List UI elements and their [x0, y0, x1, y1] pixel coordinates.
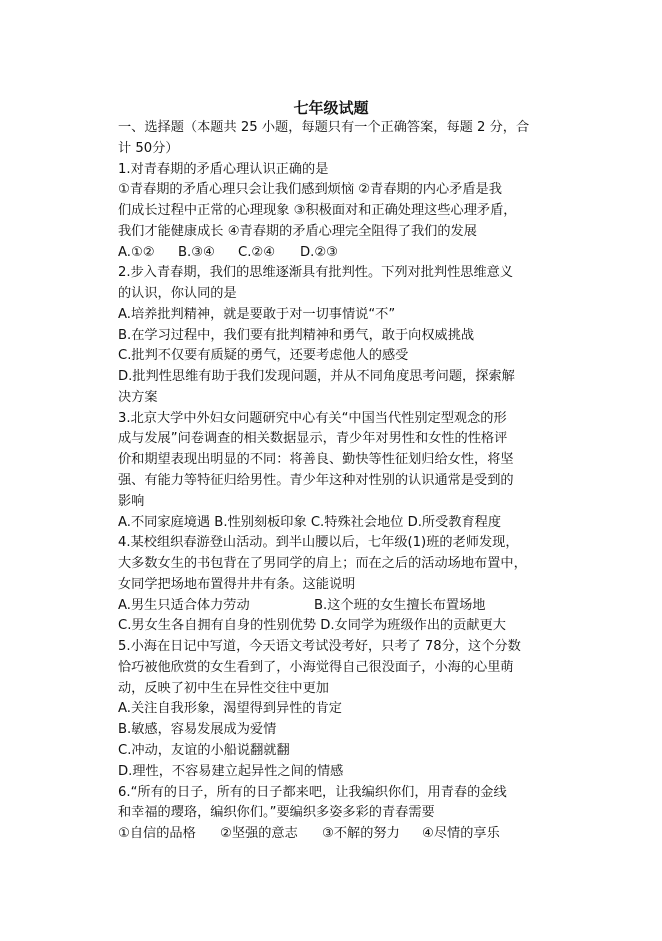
option-b: B.这个班的女生擅长布置场地 [314, 597, 486, 613]
option-a: A.①② [118, 244, 155, 260]
text-line: 价和期望表现出明显的不同：将善良、勤快等性征划归给女性，将坚 [118, 452, 514, 468]
option-a: A.关注自我形象，渴望得到异性的肯定 [118, 701, 342, 717]
option-2: ②坚强的意志 [220, 826, 298, 842]
option-d: D.②③ [300, 244, 338, 260]
option-a: A.男生只适合体力劳动 [118, 597, 250, 613]
question-4-stem: 4.某校组织春游登山活动。到半山腰以后，七年级(1)班的老师发现， [118, 535, 519, 551]
question-3-stem: 3.北京大学中外妇女问题研究中心有关“中国当代性别定型观念的形 [118, 410, 507, 426]
text-line: 决方案 [118, 389, 158, 405]
option-1: ①自信的品格 [118, 826, 196, 842]
option-c: C.批判不仅要有质疑的勇气，还要考虑他人的感受 [118, 348, 409, 364]
question-4-options [118, 596, 550, 617]
question-1-options [118, 243, 550, 264]
question-2-stem: 2.步入青春期，我们的思维逐渐具有批判性。下列对批判性思维意义 [118, 265, 514, 281]
option-d: D.批判性思维有助于我们发现问题，并从不同角度思考问题，探索解 [118, 369, 515, 385]
text-line: 动，反映了初中生在异性交往中更加 [118, 680, 329, 696]
option-d: D.理性，不容易建立起异性之间的情感 [118, 763, 344, 779]
question-5-stem: 5.小海在日记中写道，今天语文考试没考好，只考了 78分，这个分数 [118, 639, 521, 655]
option-a: A.培养批判精神，就是要敢于对一切事情说“不” [118, 306, 396, 322]
text-line: 强、有能力等特征归给男性。青少年这种对性别的认识通常是受到的 [118, 473, 514, 489]
text-line: 成与发展”问卷调查的相关数据显示，青少年对男性和女性的性格评 [118, 431, 508, 447]
exam-content [118, 118, 550, 845]
text-line: 一、选择题（本题共 25 小题，每题只有一个正确答案，每题 2 分，合 [118, 120, 530, 135]
option-b: B.在学习过程中，我们要有批判精神和勇气，敢于向权威挑战 [118, 327, 475, 343]
text-line: 影响 [118, 493, 145, 509]
text-line: 女同学把场地布置得井井有条。这能说明 [118, 576, 356, 592]
option-b: B.③④ [178, 244, 215, 260]
option-b: B.敏感，容易发展成为爱情 [118, 722, 277, 738]
question-6-options [118, 824, 550, 845]
text-line: 和幸福的璎珞，编织你们。”要编织多姿多彩的青春需要 [118, 805, 435, 821]
question-6-stem: 6.“所有的日子，所有的日子都来吧，让我编织你们，用青春的金线 [118, 784, 507, 800]
question-4-options-cd: C.男女生各自拥有自身的性别优势 D.女同学为班级作出的贡献更大 [118, 618, 506, 634]
option-4: ④尽情的享乐 [422, 826, 500, 842]
question-3-options: A.不同家庭境遇 B.性别刻板印象 C.特殊社会地位 D.所受教育程度 [118, 514, 502, 530]
text-line: 恰巧被他欣赏的女生看到了，小海觉得自己很没面子，小海的心里萌 [118, 659, 514, 675]
page-title: 七年级试题 [293, 99, 369, 117]
text-line: 计 50分） [118, 140, 179, 156]
question-1-stem: 1.对青春期的矛盾心理认识正确的是 [118, 161, 329, 177]
option-c: C.冲动，友谊的小船说翻就翻 [118, 742, 290, 758]
text-line: 大多数女生的书包背在了男同学的肩上；而在之后的活动场地布置中， [118, 556, 527, 572]
text-line: ①青春期的矛盾心理只会让我们感到烦恼 ②青春期的内心矛盾是我 [118, 182, 502, 198]
text-line: 的认识，你认同的是 [118, 286, 237, 302]
option-c: C.②④ [238, 244, 276, 260]
text-line: 们成长过程中正常的心理现象 ③积极面对和正确处理这些心理矛盾， [118, 203, 517, 219]
option-3: ③不解的努力 [322, 826, 400, 842]
text-line: 我们才能健康成长 ④青春期的矛盾心理完全阻得了我们的发展 [118, 223, 477, 239]
